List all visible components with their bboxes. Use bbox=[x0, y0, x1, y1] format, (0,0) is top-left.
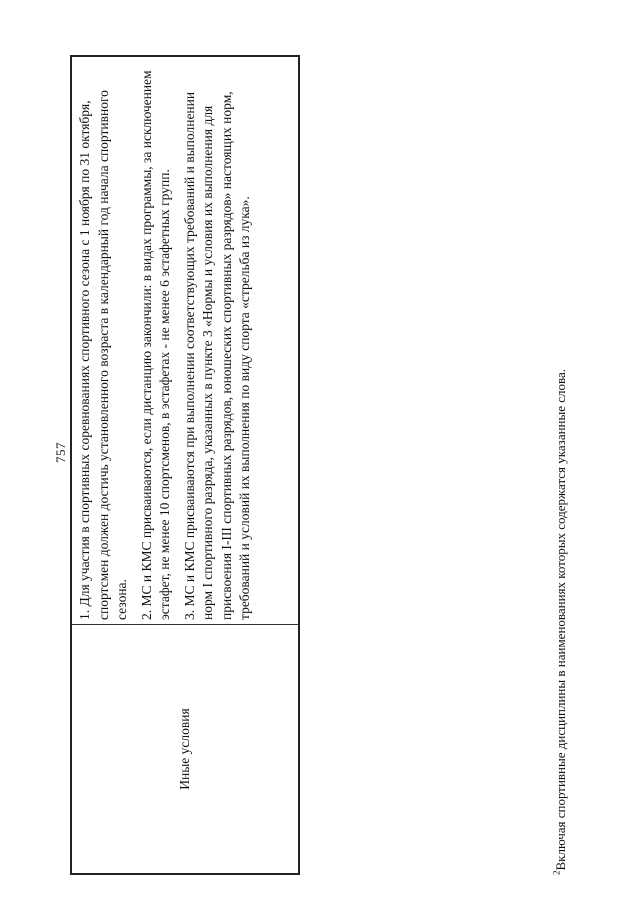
conditions-table bbox=[70, 55, 300, 875]
row-label: Иные условия bbox=[177, 708, 192, 790]
row-label-cell bbox=[72, 624, 298, 873]
footnote-marker: 2 bbox=[551, 870, 562, 875]
footnote bbox=[553, 55, 569, 875]
row-content-cell bbox=[72, 57, 298, 624]
condition-paragraph-3: 3. МС и КМС присваиваются при выполнении соответствующих требований и выполнении норм I спортивного разряда, указанных в пункте 3 «Нормы и условия их выполнения для присвоения I-III спортивных разрядов, юношеских спортивных разрядов» настоящих норм, требований и условий их выполнения по виду спорта «стрельба из лука». bbox=[181, 91, 252, 620]
page-number: 757 bbox=[53, 442, 68, 463]
footnote-text: Включая спортивные дисциплины в наименованиях которых содержатся указанные слова. bbox=[553, 369, 568, 871]
condition-paragraph-1: 1. Для участия в спортивных соревнованиях спортивного сезона с 1 ноября по 31 октября, спортсмен должен достичь установленного возраста в календарный год начала спортивного сезона. bbox=[77, 90, 129, 620]
condition-paragraph-2: 2. МС и КМС присваиваются, если дистанцию закончили: в видах программы, за исключением эстафет, не менее 10 спортсменов, в эстафетах - не менее 6 эстафетных групп. bbox=[138, 70, 172, 620]
